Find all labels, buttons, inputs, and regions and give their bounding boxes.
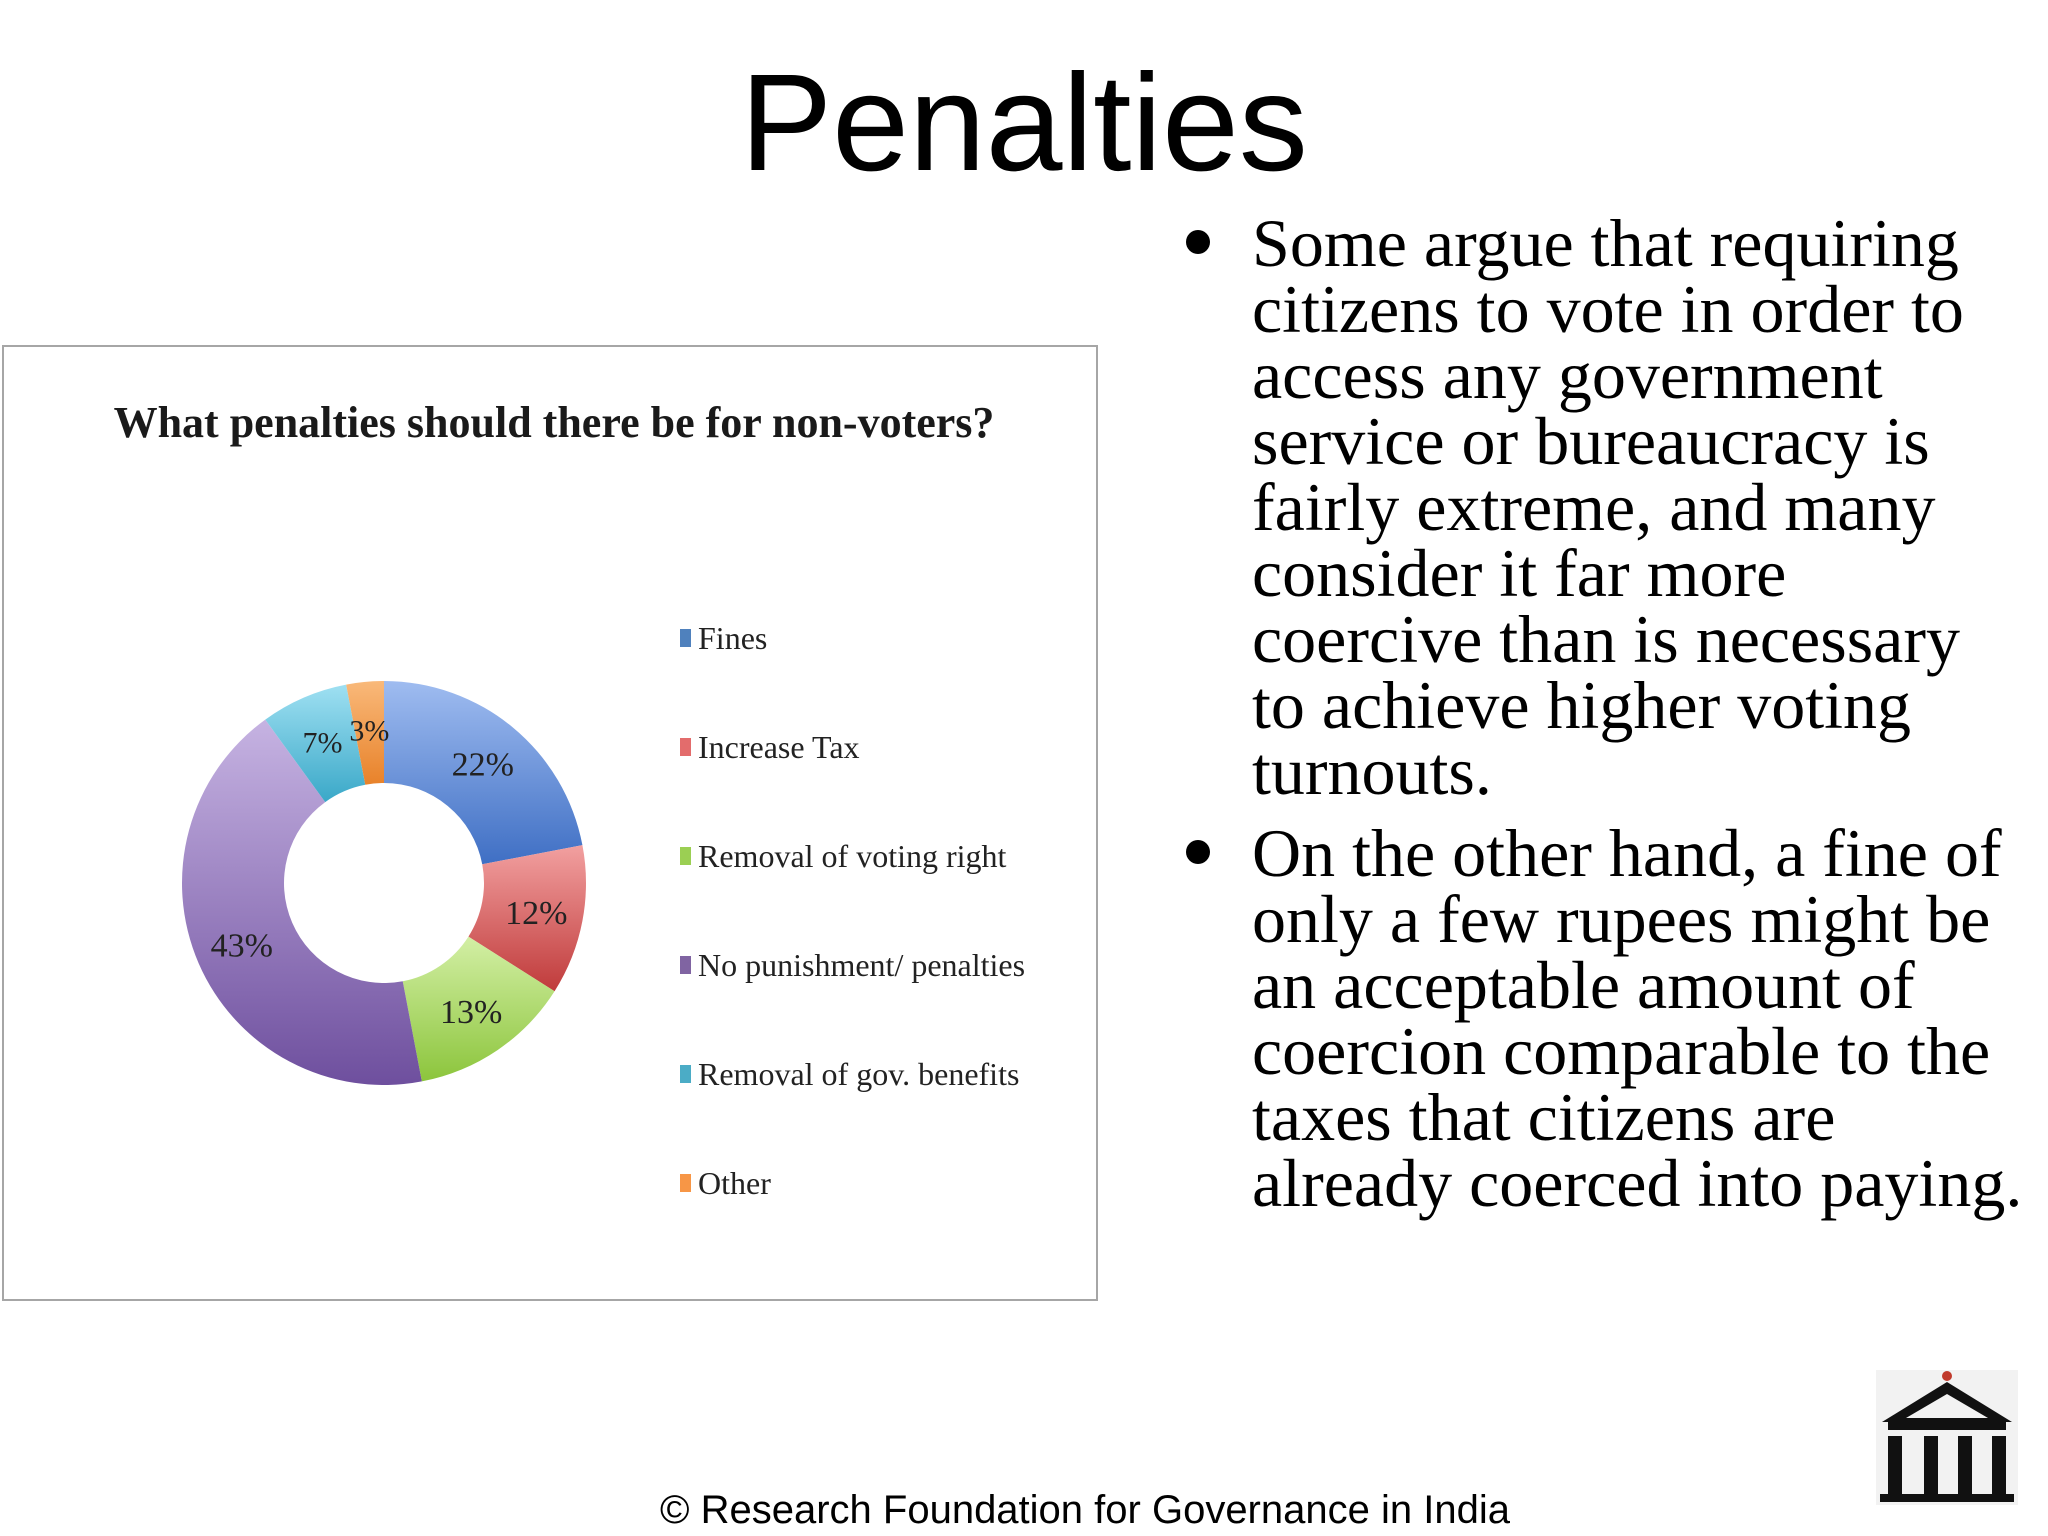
slice-label: 12% [505, 895, 568, 933]
bullet-item [1168, 815, 2028, 1221]
slice-label: 13% [439, 994, 503, 1032]
legend-label: Other [698, 1165, 771, 1201]
legend-swatch [680, 629, 691, 647]
legend-label: No punishment/ penalties [698, 947, 1026, 983]
donut-chart [4, 347, 1096, 1299]
legend-swatch [680, 847, 691, 865]
legend-swatch [680, 1174, 691, 1192]
legend-label: Removal of gov. benefits [698, 1056, 1020, 1092]
bullet-list [1168, 205, 2028, 1232]
bullet-item [1168, 205, 2028, 809]
slice-label: 7% [302, 726, 343, 760]
legend-swatch [680, 738, 691, 756]
bullet-dot-icon [1186, 230, 1210, 254]
slide-title: Penalties [740, 46, 1308, 200]
legend-label: Fines [698, 620, 768, 656]
chart-frame [2, 345, 1098, 1301]
chart-title: What penalties should there be for non-voters? [113, 398, 995, 447]
bullet-dot-icon [1186, 840, 1210, 864]
bullet-text: On the other hand, a fine of only a few rupees might be an acceptable amount of coercion comparable to the taxes that citizens are already coerced into paying. [1252, 815, 2023, 1221]
slice-label: 3% [349, 714, 390, 748]
legend-swatch [680, 1065, 691, 1083]
slice-label: 22% [451, 746, 514, 784]
bullet-text: Some argue that requiring citizens to vote in order to access any government service or bureaucracy is fairly extreme, and many consider it far more coercive than is necessary to achieve higher voting turnouts. [1252, 205, 1964, 809]
building-pillars-icon [1876, 1370, 2018, 1505]
footer-copyright: © Research Foundation for Governance in India [660, 1488, 1510, 1532]
legend-swatch [680, 956, 691, 974]
slice-label: 43% [210, 927, 273, 965]
legend-label: Removal of voting right [698, 838, 1007, 874]
legend-label: Increase Tax [698, 729, 860, 765]
